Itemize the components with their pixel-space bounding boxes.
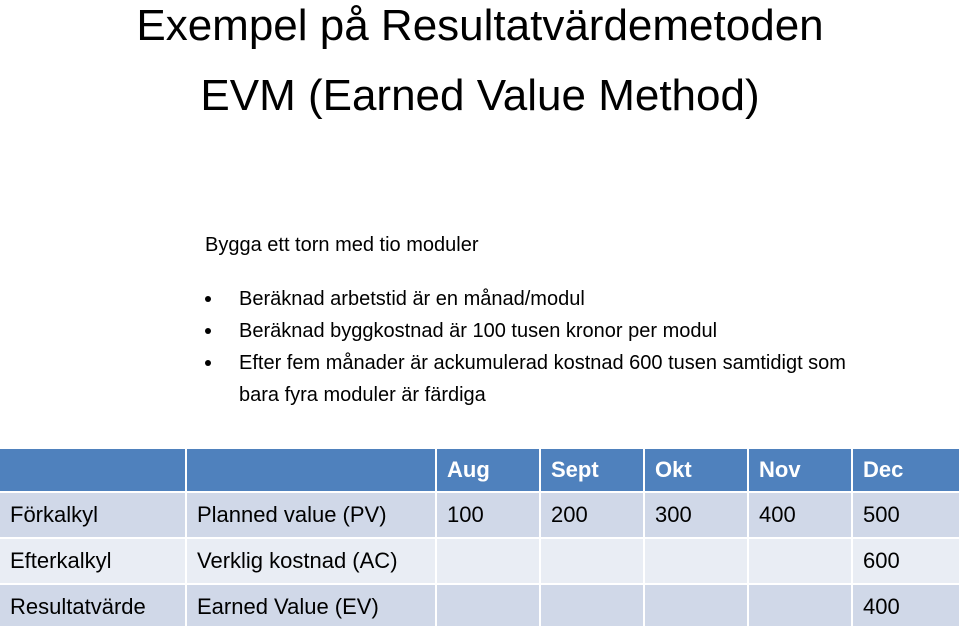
bullet-item <box>205 283 905 315</box>
table-header-row <box>0 449 960 492</box>
table-cell: 600 <box>852 538 960 584</box>
bullet-text: Beräknad byggkostnad är 100 tusen kronor per modul <box>239 320 718 342</box>
row-label: Resultatvärde <box>0 584 186 626</box>
table-row-resultatvarde <box>0 584 960 626</box>
bullet-dot-icon <box>205 360 211 366</box>
bullet-dot-icon <box>205 328 211 334</box>
header-cell-dec: Dec <box>852 449 960 492</box>
table-cell <box>748 538 852 584</box>
header-cell <box>186 449 436 492</box>
table-cell <box>644 584 748 626</box>
bullet-text: Efter fem månader är ackumulerad kostnad 600 tusen samtidigt som bara fyra moduler är färdiga <box>239 352 846 406</box>
table-cell <box>644 538 748 584</box>
bullet-text: Beräknad arbetstid är en månad/modul <box>239 288 585 310</box>
table-cell: 400 <box>852 584 960 626</box>
evm-table <box>0 449 960 626</box>
table-row-forkalkyl <box>0 492 960 538</box>
table-cell <box>436 584 540 626</box>
bullet-dot-icon <box>205 296 211 302</box>
table-cell <box>436 538 540 584</box>
slide-title <box>0 2 960 124</box>
table-cell <box>748 584 852 626</box>
table-cell: 300 <box>644 492 748 538</box>
table-cell: 500 <box>852 492 960 538</box>
table-row-efterkalkyl <box>0 538 960 584</box>
bullet-item <box>205 347 905 411</box>
header-cell-okt: Okt <box>644 449 748 492</box>
row-label: Förkalkyl <box>0 492 186 538</box>
intro-text: Bygga ett torn med tio moduler <box>205 234 479 256</box>
bullet-item <box>205 315 905 347</box>
title-line-2: EVM (Earned Value Method) <box>200 71 760 120</box>
table-cell: 200 <box>540 492 644 538</box>
table-cell: 100 <box>436 492 540 538</box>
row-label: Efterkalkyl <box>0 538 186 584</box>
header-cell-aug: Aug <box>436 449 540 492</box>
header-cell <box>0 449 186 492</box>
header-cell-nov: Nov <box>748 449 852 492</box>
row-metric: Verklig kostnad (AC) <box>186 538 436 584</box>
title-line-1: Exempel på Resultatvärdemetoden <box>136 1 824 50</box>
header-cell-sept: Sept <box>540 449 644 492</box>
row-metric: Earned Value (EV) <box>186 584 436 626</box>
table-cell <box>540 538 644 584</box>
bullet-list <box>205 283 905 411</box>
table-cell <box>540 584 644 626</box>
row-metric: Planned value (PV) <box>186 492 436 538</box>
table-cell: 400 <box>748 492 852 538</box>
